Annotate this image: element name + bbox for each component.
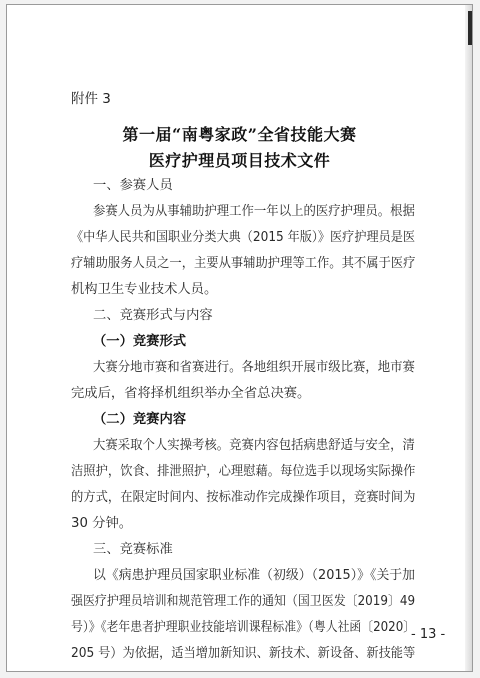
paragraph-line: 完成后，省将择机组织举办全省总决赛。: [71, 386, 311, 401]
document-title-line-2: 医疗护理员项目技术文件: [148, 151, 331, 170]
scan-mark: [468, 11, 472, 45]
section-heading-standards: 三、竞赛标准: [93, 542, 173, 557]
paragraph-line: 大赛采取个人实操考核。竞赛内容包括病患舒适与安全，清: [93, 438, 415, 453]
subsection-heading-content: （二）竞赛内容: [93, 412, 187, 427]
paragraph-line: 机构卫生专业技术人员。: [71, 282, 218, 297]
paragraph-line: 参赛人员为从事辅助护理工作一年以上的医疗护理员。根据: [93, 204, 415, 219]
section-heading-participants: 一、参赛人员: [93, 178, 173, 193]
attachment-label: 附件 3: [71, 91, 111, 107]
paragraph-line: 强医疗护理员培训和规范管理工作的通知（国卫医发〔2019〕49: [71, 594, 416, 609]
subsection-heading-format: （一）竞赛形式: [93, 334, 187, 349]
paragraph-line: 疗辅助服务人员之一，主要从事辅助护理等工作。其不属于医疗: [71, 256, 416, 271]
document-page: [6, 4, 473, 672]
page-edge-shadow: [465, 5, 472, 671]
paragraph-line: 以《病患护理员国家职业标准（初级）（2015）》《关于加: [93, 568, 416, 583]
paragraph-line: 《中华人民共和国职业分类大典（2015 年版）》医疗护理员是医: [71, 230, 415, 245]
paragraph-line: 205 号）为依据，适当增加新知识、新技术、新设备、新技能等: [71, 646, 416, 661]
paragraph-line: 号）》《老年患者护理职业技能培训课程标准》（粤人社函〔2020〕: [71, 620, 416, 635]
paragraph-line: 的方式，在限定时间内、按标准动作完成操作项目，竞赛时间为: [71, 490, 416, 505]
page-number: - 13 -: [411, 627, 446, 642]
paragraph-line: 洁照护，饮食、排泄照护，心理慰藉。每位选手以现场实际操作: [71, 464, 416, 479]
document-title-line-1: 第一届“南粤家政”全省技能大赛: [122, 125, 357, 144]
paragraph-line: 大赛分地市赛和省赛进行。各地组织开展市级比赛，地市赛: [93, 360, 415, 375]
section-heading-format-content: 二、竞赛形式与内容: [93, 308, 213, 323]
paragraph-line: 30 分钟。: [71, 516, 133, 531]
